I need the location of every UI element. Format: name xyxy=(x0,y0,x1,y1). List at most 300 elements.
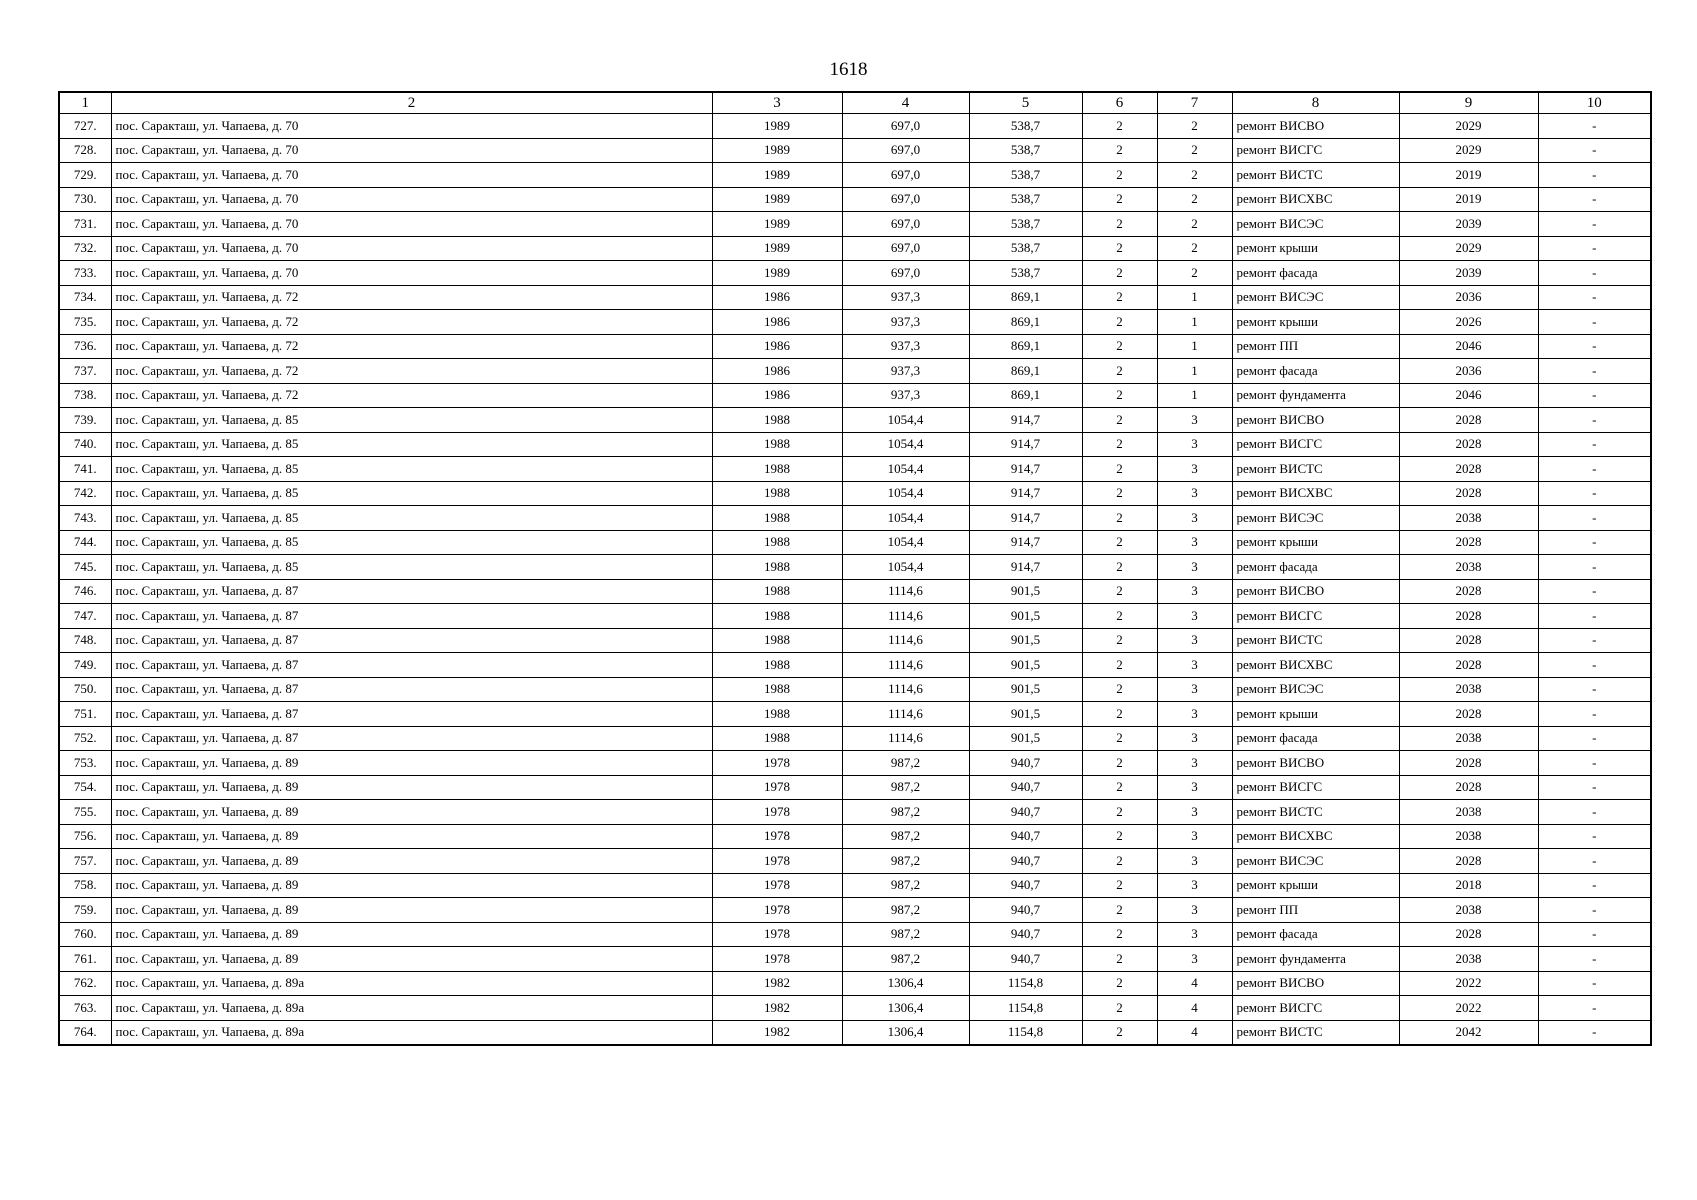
planned-year-cell: 2028 xyxy=(1399,702,1538,727)
row-number-cell: 730. xyxy=(59,187,111,212)
entrances-cell: 2 xyxy=(1157,261,1232,286)
work-type-cell: ремонт ВИСТС xyxy=(1232,163,1399,188)
note-cell: - xyxy=(1538,775,1651,800)
entrances-cell: 3 xyxy=(1157,579,1232,604)
floors-cell: 2 xyxy=(1082,824,1157,849)
table-row xyxy=(59,849,1651,874)
note-cell: - xyxy=(1538,261,1651,286)
address-cell: пос. Саракташ, ул. Чапаева, д. 85 xyxy=(111,555,712,580)
work-type-cell: ремонт ВИСВО xyxy=(1232,751,1399,776)
work-type-cell: ремонт ВИСХВС xyxy=(1232,653,1399,678)
work-type-cell: ремонт ВИСХВС xyxy=(1232,481,1399,506)
planned-year-cell: 2039 xyxy=(1399,261,1538,286)
row-number-cell: 731. xyxy=(59,212,111,237)
living-area-cell: 940,7 xyxy=(969,849,1082,874)
table-row xyxy=(59,163,1651,188)
year-built-cell: 1989 xyxy=(712,236,842,261)
entrances-cell: 3 xyxy=(1157,604,1232,629)
year-built-cell: 1978 xyxy=(712,922,842,947)
table-row xyxy=(59,187,1651,212)
floors-cell: 2 xyxy=(1082,310,1157,335)
entrances-cell: 1 xyxy=(1157,310,1232,335)
work-type-cell: ремонт ВИСГС xyxy=(1232,775,1399,800)
column-header: 7 xyxy=(1157,92,1232,114)
living-area-cell: 869,1 xyxy=(969,285,1082,310)
work-type-cell: ремонт ВИСГС xyxy=(1232,138,1399,163)
table-row xyxy=(59,481,1651,506)
living-area-cell: 901,5 xyxy=(969,628,1082,653)
living-area-cell: 914,7 xyxy=(969,481,1082,506)
living-area-cell: 940,7 xyxy=(969,898,1082,923)
note-cell: - xyxy=(1538,555,1651,580)
total-area-cell: 1054,4 xyxy=(842,481,969,506)
note-cell: - xyxy=(1538,114,1651,139)
note-cell: - xyxy=(1538,187,1651,212)
note-cell: - xyxy=(1538,873,1651,898)
column-header: 6 xyxy=(1082,92,1157,114)
floors-cell: 2 xyxy=(1082,996,1157,1021)
row-number-cell: 758. xyxy=(59,873,111,898)
row-number-cell: 736. xyxy=(59,334,111,359)
address-cell: пос. Саракташ, ул. Чапаева, д. 85 xyxy=(111,432,712,457)
living-area-cell: 914,7 xyxy=(969,408,1082,433)
entrances-cell: 4 xyxy=(1157,1020,1232,1045)
living-area-cell: 538,7 xyxy=(969,236,1082,261)
floors-cell: 2 xyxy=(1082,261,1157,286)
row-number-cell: 739. xyxy=(59,408,111,433)
floors-cell: 2 xyxy=(1082,138,1157,163)
planned-year-cell: 2046 xyxy=(1399,383,1538,408)
address-cell: пос. Саракташ, ул. Чапаева, д. 89 xyxy=(111,751,712,776)
column-header: 3 xyxy=(712,92,842,114)
planned-year-cell: 2028 xyxy=(1399,408,1538,433)
row-number-cell: 749. xyxy=(59,653,111,678)
note-cell: - xyxy=(1538,530,1651,555)
living-area-cell: 914,7 xyxy=(969,457,1082,482)
address-cell: пос. Саракташ, ул. Чапаева, д. 85 xyxy=(111,457,712,482)
total-area-cell: 1114,6 xyxy=(842,677,969,702)
floors-cell: 2 xyxy=(1082,555,1157,580)
year-built-cell: 1978 xyxy=(712,898,842,923)
floors-cell: 2 xyxy=(1082,163,1157,188)
year-built-cell: 1986 xyxy=(712,334,842,359)
entrances-cell: 2 xyxy=(1157,114,1232,139)
work-type-cell: ремонт ВИСТС xyxy=(1232,800,1399,825)
note-cell: - xyxy=(1538,383,1651,408)
row-number-cell: 759. xyxy=(59,898,111,923)
note-cell: - xyxy=(1538,163,1651,188)
note-cell: - xyxy=(1538,849,1651,874)
floors-cell: 2 xyxy=(1082,457,1157,482)
total-area-cell: 1054,4 xyxy=(842,506,969,531)
year-built-cell: 1988 xyxy=(712,432,842,457)
year-built-cell: 1988 xyxy=(712,530,842,555)
note-cell: - xyxy=(1538,212,1651,237)
living-area-cell: 940,7 xyxy=(969,824,1082,849)
planned-year-cell: 2028 xyxy=(1399,579,1538,604)
entrances-cell: 1 xyxy=(1157,334,1232,359)
year-built-cell: 1978 xyxy=(712,873,842,898)
work-type-cell: ремонт ВИСГС xyxy=(1232,604,1399,629)
planned-year-cell: 2028 xyxy=(1399,751,1538,776)
floors-cell: 2 xyxy=(1082,800,1157,825)
floors-cell: 2 xyxy=(1082,530,1157,555)
table-row xyxy=(59,310,1651,335)
table-row xyxy=(59,702,1651,727)
total-area-cell: 937,3 xyxy=(842,285,969,310)
planned-year-cell: 2019 xyxy=(1399,163,1538,188)
total-area-cell: 1054,4 xyxy=(842,555,969,580)
entrances-cell: 2 xyxy=(1157,236,1232,261)
total-area-cell: 697,0 xyxy=(842,212,969,237)
row-number-cell: 760. xyxy=(59,922,111,947)
total-area-cell: 987,2 xyxy=(842,751,969,776)
total-area-cell: 1306,4 xyxy=(842,971,969,996)
entrances-cell: 3 xyxy=(1157,506,1232,531)
address-cell: пос. Саракташ, ул. Чапаева, д. 72 xyxy=(111,334,712,359)
total-area-cell: 1054,4 xyxy=(842,457,969,482)
floors-cell: 2 xyxy=(1082,653,1157,678)
floors-cell: 2 xyxy=(1082,604,1157,629)
work-type-cell: ремонт фундамента xyxy=(1232,383,1399,408)
note-cell: - xyxy=(1538,922,1651,947)
entrances-cell: 3 xyxy=(1157,775,1232,800)
floors-cell: 2 xyxy=(1082,334,1157,359)
year-built-cell: 1986 xyxy=(712,310,842,335)
row-number-cell: 755. xyxy=(59,800,111,825)
column-header: 2 xyxy=(111,92,712,114)
total-area-cell: 937,3 xyxy=(842,359,969,384)
address-cell: пос. Саракташ, ул. Чапаева, д. 87 xyxy=(111,726,712,751)
note-cell: - xyxy=(1538,971,1651,996)
planned-year-cell: 2022 xyxy=(1399,996,1538,1021)
table-row xyxy=(59,898,1651,923)
total-area-cell: 1114,6 xyxy=(842,604,969,629)
row-number-cell: 756. xyxy=(59,824,111,849)
year-built-cell: 1982 xyxy=(712,971,842,996)
address-cell: пос. Саракташ, ул. Чапаева, д. 70 xyxy=(111,163,712,188)
living-area-cell: 901,5 xyxy=(969,702,1082,727)
planned-year-cell: 2036 xyxy=(1399,359,1538,384)
year-built-cell: 1986 xyxy=(712,359,842,384)
note-cell: - xyxy=(1538,628,1651,653)
living-area-cell: 940,7 xyxy=(969,751,1082,776)
row-number-cell: 753. xyxy=(59,751,111,776)
work-type-cell: ремонт ВИСЭС xyxy=(1232,677,1399,702)
floors-cell: 2 xyxy=(1082,1020,1157,1045)
total-area-cell: 697,0 xyxy=(842,187,969,212)
table-row xyxy=(59,285,1651,310)
living-area-cell: 538,7 xyxy=(969,187,1082,212)
row-number-cell: 747. xyxy=(59,604,111,629)
row-number-cell: 728. xyxy=(59,138,111,163)
table-row xyxy=(59,138,1651,163)
address-cell: пос. Саракташ, ул. Чапаева, д. 85 xyxy=(111,481,712,506)
table-row xyxy=(59,996,1651,1021)
total-area-cell: 1054,4 xyxy=(842,408,969,433)
floors-cell: 2 xyxy=(1082,212,1157,237)
planned-year-cell: 2038 xyxy=(1399,506,1538,531)
work-type-cell: ремонт фасада xyxy=(1232,726,1399,751)
work-type-cell: ремонт ВИСВО xyxy=(1232,408,1399,433)
note-cell: - xyxy=(1538,236,1651,261)
address-cell: пос. Саракташ, ул. Чапаева, д. 89 xyxy=(111,947,712,972)
entrances-cell: 2 xyxy=(1157,138,1232,163)
year-built-cell: 1988 xyxy=(712,653,842,678)
year-built-cell: 1989 xyxy=(712,163,842,188)
floors-cell: 2 xyxy=(1082,775,1157,800)
planned-year-cell: 2038 xyxy=(1399,800,1538,825)
row-number-cell: 737. xyxy=(59,359,111,384)
year-built-cell: 1988 xyxy=(712,677,842,702)
note-cell: - xyxy=(1538,579,1651,604)
total-area-cell: 987,2 xyxy=(842,775,969,800)
total-area-cell: 1306,4 xyxy=(842,1020,969,1045)
work-type-cell: ремонт крыши xyxy=(1232,530,1399,555)
living-area-cell: 901,5 xyxy=(969,604,1082,629)
note-cell: - xyxy=(1538,334,1651,359)
address-cell: пос. Саракташ, ул. Чапаева, д. 87 xyxy=(111,628,712,653)
floors-cell: 2 xyxy=(1082,677,1157,702)
table-row xyxy=(59,824,1651,849)
table-row xyxy=(59,751,1651,776)
entrances-cell: 3 xyxy=(1157,408,1232,433)
planned-year-cell: 2028 xyxy=(1399,530,1538,555)
row-number-cell: 742. xyxy=(59,481,111,506)
entrances-cell: 3 xyxy=(1157,555,1232,580)
planned-year-cell: 2036 xyxy=(1399,285,1538,310)
address-cell: пос. Саракташ, ул. Чапаева, д. 87 xyxy=(111,653,712,678)
address-cell: пос. Саракташ, ул. Чапаева, д. 87 xyxy=(111,604,712,629)
address-cell: пос. Саракташ, ул. Чапаева, д. 70 xyxy=(111,138,712,163)
entrances-cell: 3 xyxy=(1157,800,1232,825)
row-number-cell: 750. xyxy=(59,677,111,702)
entrances-cell: 4 xyxy=(1157,971,1232,996)
total-area-cell: 1054,4 xyxy=(842,432,969,457)
address-cell: пос. Саракташ, ул. Чапаева, д. 70 xyxy=(111,236,712,261)
total-area-cell: 987,2 xyxy=(842,849,969,874)
total-area-cell: 697,0 xyxy=(842,261,969,286)
floors-cell: 2 xyxy=(1082,408,1157,433)
living-area-cell: 914,7 xyxy=(969,506,1082,531)
total-area-cell: 1306,4 xyxy=(842,996,969,1021)
entrances-cell: 2 xyxy=(1157,187,1232,212)
year-built-cell: 1988 xyxy=(712,481,842,506)
living-area-cell: 1154,8 xyxy=(969,1020,1082,1045)
floors-cell: 2 xyxy=(1082,702,1157,727)
floors-cell: 2 xyxy=(1082,628,1157,653)
floors-cell: 2 xyxy=(1082,506,1157,531)
floors-cell: 2 xyxy=(1082,383,1157,408)
floors-cell: 2 xyxy=(1082,285,1157,310)
row-number-cell: 746. xyxy=(59,579,111,604)
address-cell: пос. Саракташ, ул. Чапаева, д. 89а xyxy=(111,971,712,996)
address-cell: пос. Саракташ, ул. Чапаева, д. 70 xyxy=(111,261,712,286)
year-built-cell: 1982 xyxy=(712,1020,842,1045)
living-area-cell: 901,5 xyxy=(969,726,1082,751)
address-cell: пос. Саракташ, ул. Чапаева, д. 89 xyxy=(111,775,712,800)
column-header: 10 xyxy=(1538,92,1651,114)
floors-cell: 2 xyxy=(1082,898,1157,923)
total-area-cell: 1114,6 xyxy=(842,726,969,751)
address-cell: пос. Саракташ, ул. Чапаева, д. 89 xyxy=(111,849,712,874)
living-area-cell: 901,5 xyxy=(969,677,1082,702)
column-header: 1 xyxy=(59,92,111,114)
year-built-cell: 1986 xyxy=(712,285,842,310)
planned-year-cell: 2028 xyxy=(1399,653,1538,678)
work-type-cell: ремонт фундамента xyxy=(1232,947,1399,972)
table-row xyxy=(59,555,1651,580)
note-cell: - xyxy=(1538,800,1651,825)
planned-year-cell: 2038 xyxy=(1399,726,1538,751)
work-type-cell: ремонт ВИСГС xyxy=(1232,996,1399,1021)
row-number-cell: 757. xyxy=(59,849,111,874)
work-type-cell: ремонт ВИСТС xyxy=(1232,1020,1399,1045)
address-cell: пос. Саракташ, ул. Чапаева, д. 70 xyxy=(111,187,712,212)
address-cell: пос. Саракташ, ул. Чапаева, д. 87 xyxy=(111,677,712,702)
table-row xyxy=(59,506,1651,531)
total-area-cell: 987,2 xyxy=(842,922,969,947)
living-area-cell: 869,1 xyxy=(969,310,1082,335)
note-cell: - xyxy=(1538,457,1651,482)
row-number-cell: 751. xyxy=(59,702,111,727)
work-type-cell: ремонт ВИСВО xyxy=(1232,114,1399,139)
note-cell: - xyxy=(1538,310,1651,335)
note-cell: - xyxy=(1538,751,1651,776)
year-built-cell: 1978 xyxy=(712,775,842,800)
table-body xyxy=(59,114,1651,1046)
year-built-cell: 1988 xyxy=(712,506,842,531)
address-cell: пос. Саракташ, ул. Чапаева, д. 85 xyxy=(111,408,712,433)
work-type-cell: ремонт ПП xyxy=(1232,898,1399,923)
living-area-cell: 940,7 xyxy=(969,775,1082,800)
total-area-cell: 1114,6 xyxy=(842,579,969,604)
living-area-cell: 1154,8 xyxy=(969,971,1082,996)
floors-cell: 2 xyxy=(1082,432,1157,457)
entrances-cell: 3 xyxy=(1157,457,1232,482)
row-number-cell: 740. xyxy=(59,432,111,457)
address-cell: пос. Саракташ, ул. Чапаева, д. 89 xyxy=(111,824,712,849)
living-area-cell: 869,1 xyxy=(969,359,1082,384)
year-built-cell: 1988 xyxy=(712,579,842,604)
living-area-cell: 914,7 xyxy=(969,555,1082,580)
table-row xyxy=(59,334,1651,359)
address-cell: пос. Саракташ, ул. Чапаева, д. 89 xyxy=(111,873,712,898)
work-type-cell: ремонт ВИСТС xyxy=(1232,457,1399,482)
work-type-cell: ремонт крыши xyxy=(1232,236,1399,261)
floors-cell: 2 xyxy=(1082,579,1157,604)
address-cell: пос. Саракташ, ул. Чапаева, д. 85 xyxy=(111,530,712,555)
row-number-cell: 745. xyxy=(59,555,111,580)
note-cell: - xyxy=(1538,604,1651,629)
planned-year-cell: 2028 xyxy=(1399,628,1538,653)
entrances-cell: 4 xyxy=(1157,996,1232,1021)
living-area-cell: 940,7 xyxy=(969,922,1082,947)
note-cell: - xyxy=(1538,653,1651,678)
entrances-cell: 3 xyxy=(1157,677,1232,702)
row-number-cell: 727. xyxy=(59,114,111,139)
table-row xyxy=(59,236,1651,261)
planned-year-cell: 2042 xyxy=(1399,1020,1538,1045)
work-type-cell: ремонт фасада xyxy=(1232,555,1399,580)
work-type-cell: ремонт фасада xyxy=(1232,359,1399,384)
total-area-cell: 987,2 xyxy=(842,824,969,849)
note-cell: - xyxy=(1538,138,1651,163)
year-built-cell: 1988 xyxy=(712,604,842,629)
work-type-cell: ремонт ВИСВО xyxy=(1232,971,1399,996)
address-cell: пос. Саракташ, ул. Чапаева, д. 89 xyxy=(111,800,712,825)
entrances-cell: 3 xyxy=(1157,432,1232,457)
row-number-cell: 754. xyxy=(59,775,111,800)
year-built-cell: 1988 xyxy=(712,628,842,653)
year-built-cell: 1978 xyxy=(712,800,842,825)
living-area-cell: 538,7 xyxy=(969,261,1082,286)
note-cell: - xyxy=(1538,677,1651,702)
table-row xyxy=(59,653,1651,678)
entrances-cell: 3 xyxy=(1157,947,1232,972)
note-cell: - xyxy=(1538,1020,1651,1045)
total-area-cell: 987,2 xyxy=(842,947,969,972)
living-area-cell: 901,5 xyxy=(969,653,1082,678)
total-area-cell: 1054,4 xyxy=(842,530,969,555)
living-area-cell: 869,1 xyxy=(969,383,1082,408)
floors-cell: 2 xyxy=(1082,873,1157,898)
year-built-cell: 1989 xyxy=(712,212,842,237)
living-area-cell: 538,7 xyxy=(969,163,1082,188)
entrances-cell: 1 xyxy=(1157,285,1232,310)
row-number-cell: 763. xyxy=(59,996,111,1021)
note-cell: - xyxy=(1538,996,1651,1021)
row-number-cell: 752. xyxy=(59,726,111,751)
address-cell: пос. Саракташ, ул. Чапаева, д. 72 xyxy=(111,359,712,384)
year-built-cell: 1988 xyxy=(712,408,842,433)
entrances-cell: 1 xyxy=(1157,383,1232,408)
row-number-cell: 732. xyxy=(59,236,111,261)
row-number-cell: 744. xyxy=(59,530,111,555)
year-built-cell: 1978 xyxy=(712,849,842,874)
row-number-cell: 733. xyxy=(59,261,111,286)
planned-year-cell: 2029 xyxy=(1399,138,1538,163)
total-area-cell: 987,2 xyxy=(842,898,969,923)
row-number-cell: 743. xyxy=(59,506,111,531)
table-row xyxy=(59,873,1651,898)
entrances-cell: 3 xyxy=(1157,751,1232,776)
floors-cell: 2 xyxy=(1082,726,1157,751)
floors-cell: 2 xyxy=(1082,114,1157,139)
planned-year-cell: 2019 xyxy=(1399,187,1538,212)
entrances-cell: 3 xyxy=(1157,849,1232,874)
work-type-cell: ремонт крыши xyxy=(1232,873,1399,898)
entrances-cell: 3 xyxy=(1157,702,1232,727)
table-row xyxy=(59,604,1651,629)
total-area-cell: 697,0 xyxy=(842,114,969,139)
entrances-cell: 3 xyxy=(1157,824,1232,849)
planned-year-cell: 2039 xyxy=(1399,212,1538,237)
note-cell: - xyxy=(1538,947,1651,972)
total-area-cell: 1114,6 xyxy=(842,702,969,727)
note-cell: - xyxy=(1538,898,1651,923)
row-number-cell: 738. xyxy=(59,383,111,408)
repair-schedule-table xyxy=(58,91,1652,1046)
planned-year-cell: 2029 xyxy=(1399,114,1538,139)
year-built-cell: 1978 xyxy=(712,947,842,972)
planned-year-cell: 2038 xyxy=(1399,824,1538,849)
living-area-cell: 940,7 xyxy=(969,800,1082,825)
entrances-cell: 3 xyxy=(1157,873,1232,898)
total-area-cell: 697,0 xyxy=(842,236,969,261)
table-row xyxy=(59,212,1651,237)
row-number-cell: 748. xyxy=(59,628,111,653)
